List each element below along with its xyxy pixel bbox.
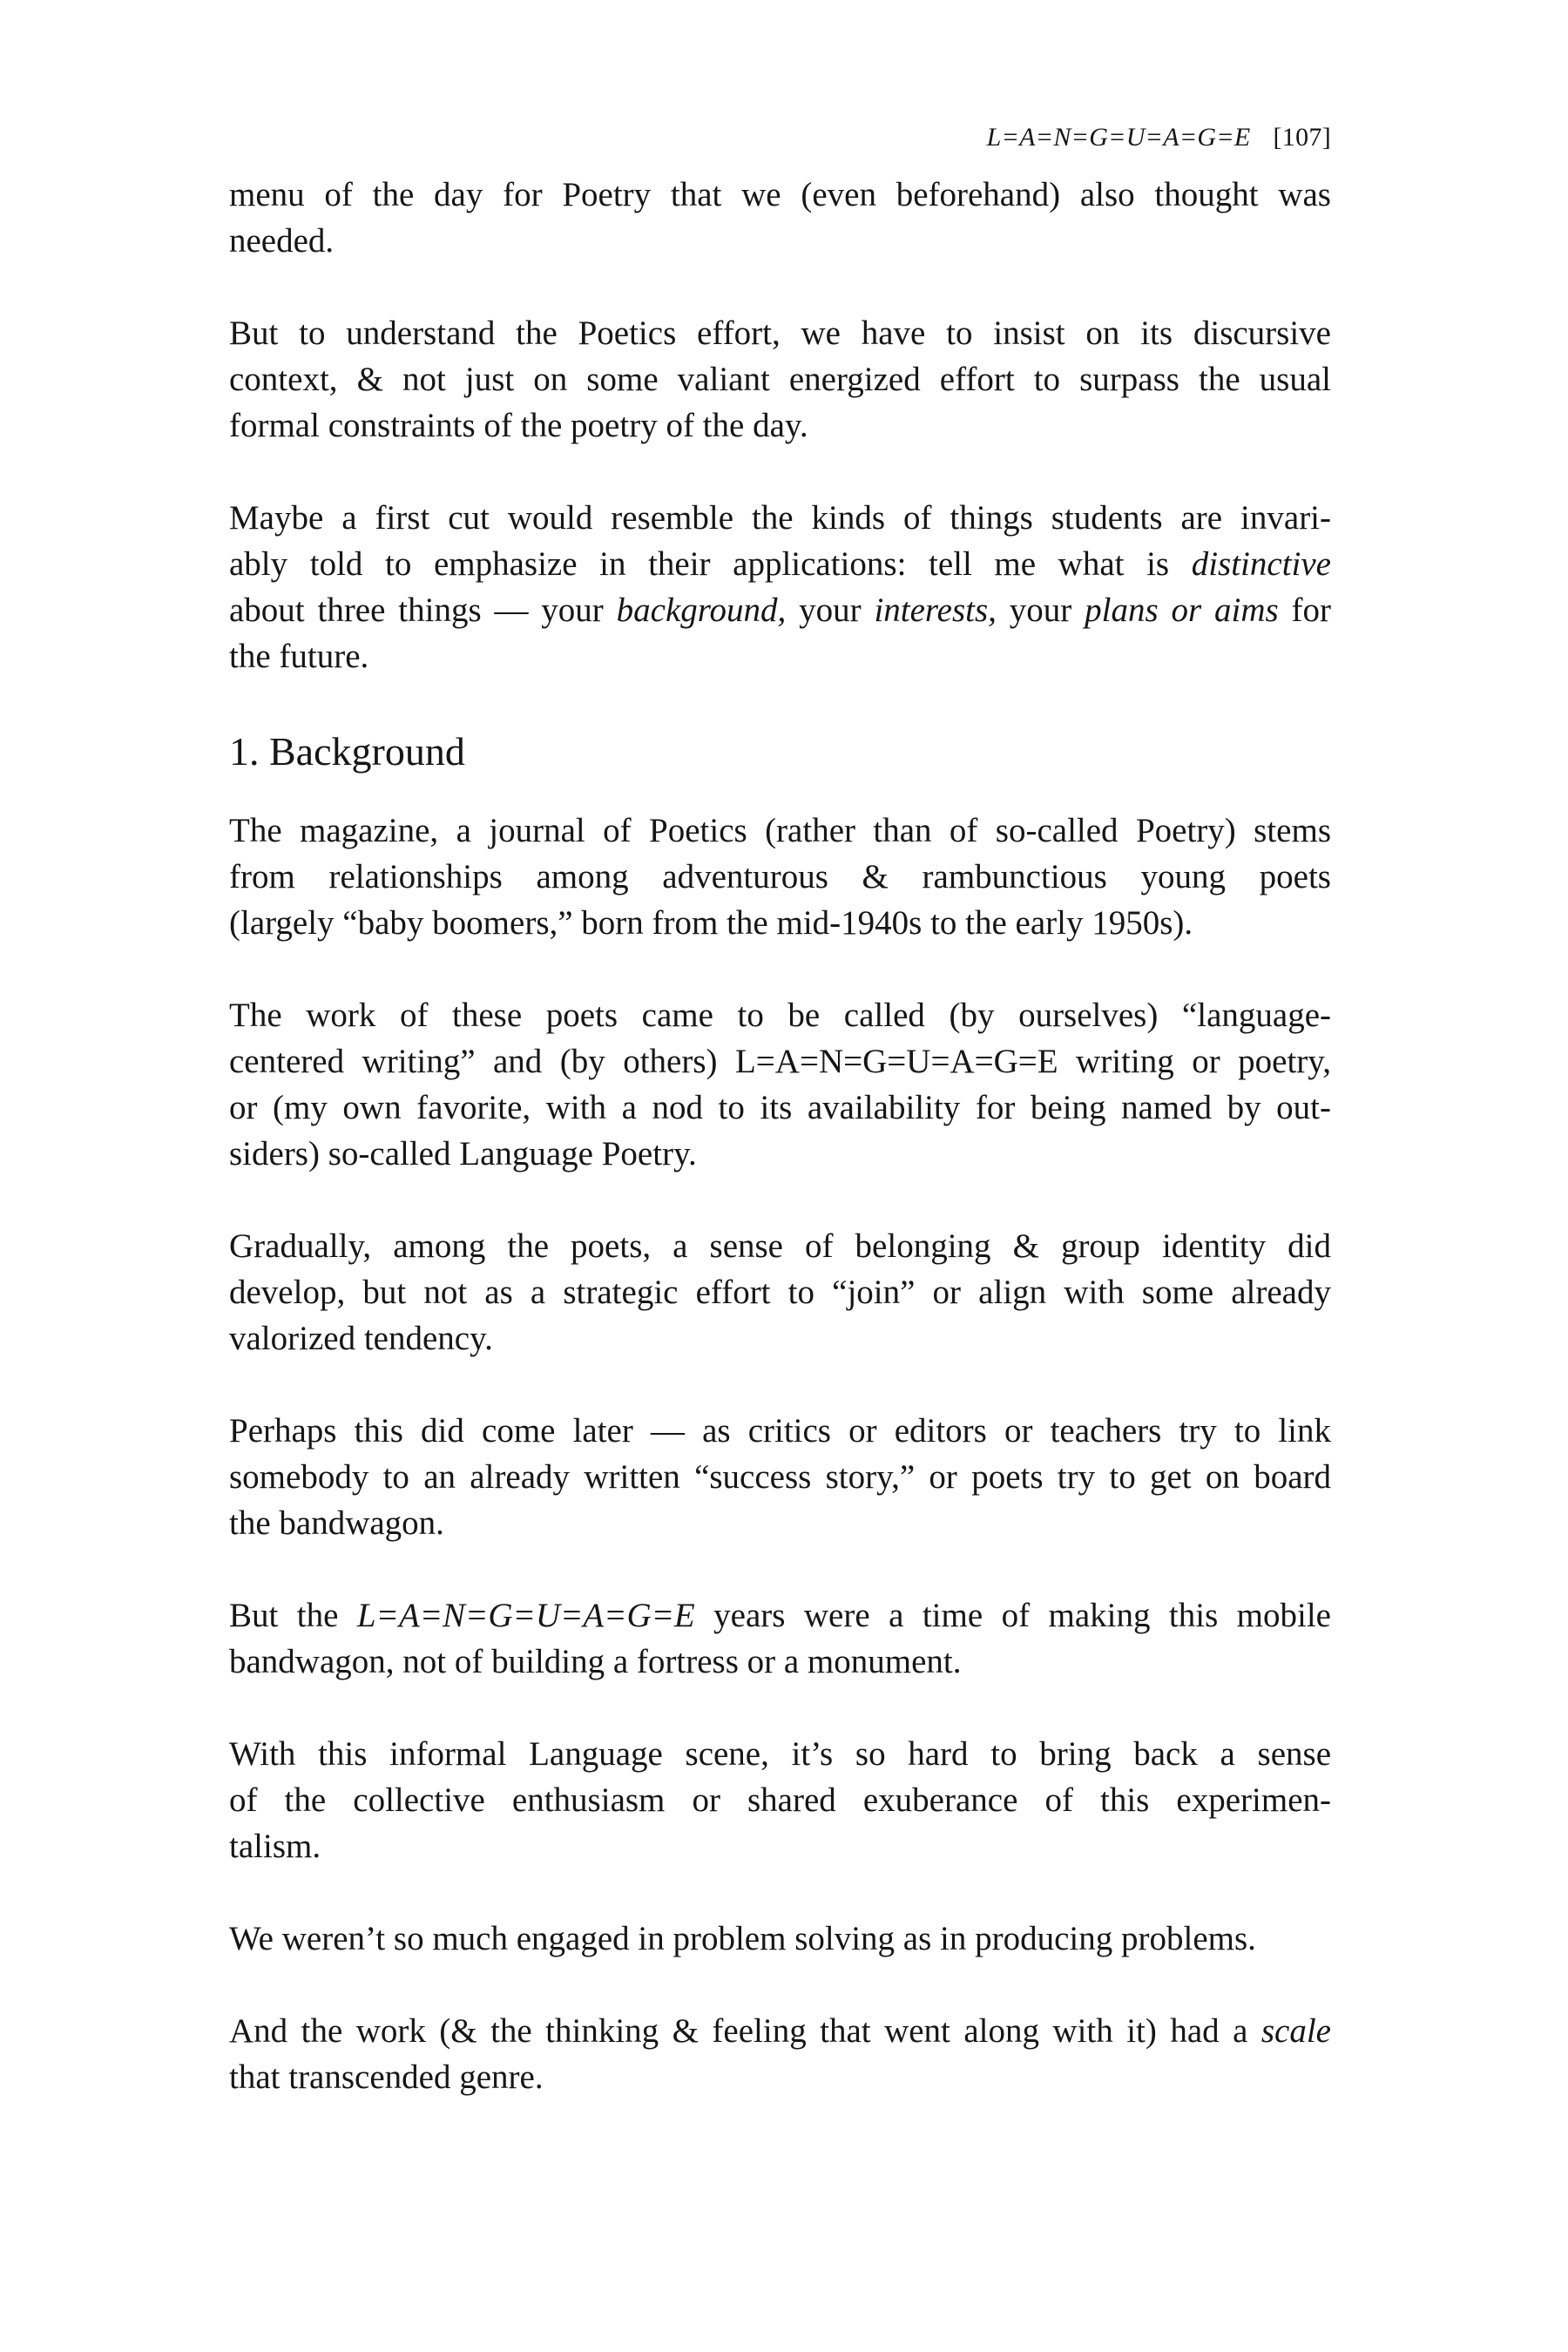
text-line bbox=[229, 633, 1331, 679]
section-heading: 1. Background bbox=[229, 729, 465, 774]
text-run: from relationships among adventurous & rambunctious young poets bbox=[229, 858, 1331, 896]
italic-text: scale bbox=[1260, 2012, 1331, 2050]
text-run: Maybe a first cut would resemble the kinds of things students are invari- bbox=[229, 499, 1331, 537]
text-line bbox=[229, 2054, 1331, 2100]
text-run: your bbox=[996, 591, 1085, 629]
text-line bbox=[229, 587, 1331, 633]
text-run: valorized tendency. bbox=[229, 1320, 493, 1357]
paragraph bbox=[229, 310, 1331, 449]
text-line bbox=[229, 992, 1331, 1038]
running-head-title: L=A=N=G=U=A=G=E bbox=[986, 123, 1251, 152]
text-line bbox=[229, 1223, 1331, 1269]
text-line bbox=[229, 1454, 1331, 1500]
text-run: develop, but not as a strategic effort to “join” or align with some already bbox=[229, 1274, 1331, 1311]
text-run: But the bbox=[229, 1597, 357, 1634]
text-run: ably told to emphasize in their applications: tell me what is bbox=[229, 545, 1192, 583]
text-run: siders) so-called Language Poetry. bbox=[229, 1135, 697, 1173]
text-line bbox=[229, 900, 1331, 946]
text-line bbox=[229, 310, 1331, 356]
paragraph bbox=[229, 992, 1331, 1177]
italic-text: distinctive bbox=[1191, 545, 1331, 583]
text-line bbox=[229, 1085, 1331, 1131]
text-line bbox=[229, 1731, 1331, 1777]
paragraph bbox=[229, 495, 1331, 679]
text-run: about three things — your bbox=[229, 591, 617, 629]
running-head bbox=[987, 120, 1331, 155]
text-line bbox=[229, 1916, 1331, 1962]
text-run: Gradually, among the poets, a sense of belonging & group identity did bbox=[229, 1227, 1331, 1265]
text-line bbox=[229, 854, 1331, 900]
text-run: We weren’t so much engaged in problem solving as in producing problems. bbox=[229, 1920, 1256, 1957]
paragraph bbox=[229, 1916, 1331, 1962]
text-run: or (my own favorite, with a nod to its availability for being named by out- bbox=[229, 1089, 1331, 1126]
text-run: the bandwagon. bbox=[229, 1504, 444, 1542]
text-line bbox=[229, 1315, 1331, 1362]
italic-text: interests, bbox=[874, 591, 997, 629]
text-run: years were a time of making this mobile bbox=[694, 1597, 1331, 1634]
text-run: The work of these poets came to be called (by ourselves) “language- bbox=[229, 997, 1331, 1034]
text-run: talism. bbox=[229, 1828, 321, 1865]
text-run: that transcended genre. bbox=[229, 2058, 544, 2096]
italic-text: L=A=N=G=U=A=G=E bbox=[356, 1597, 695, 1634]
text-run: The magazine, a journal of Poetics (rather than of so-called Poetry) stems bbox=[229, 812, 1331, 849]
text-run: the future. bbox=[229, 638, 369, 675]
italic-text: background, bbox=[616, 591, 787, 629]
text-run: needed. bbox=[229, 222, 335, 260]
paragraph bbox=[229, 2008, 1331, 2100]
text-line bbox=[229, 402, 1331, 449]
text-line bbox=[229, 1777, 1331, 1823]
body-text bbox=[229, 172, 1331, 2146]
text-run: centered writing” and (by others) L=A=N=G=U=A=G=E writing or poetry, bbox=[229, 1043, 1331, 1080]
text-line bbox=[229, 1408, 1331, 1454]
text-run: somebody to an already written “success story,” or poets try to get on board bbox=[229, 1458, 1331, 1496]
text-run: menu of the day for Poetry that we (even beforehand) also thought was bbox=[229, 176, 1331, 213]
text-line bbox=[229, 218, 1331, 264]
text-line bbox=[229, 1823, 1331, 1869]
text-run: But to understand the Poetics effort, we have to insist on its discursive bbox=[229, 314, 1331, 352]
text-run: formal constraints of the poetry of the day. bbox=[229, 407, 808, 444]
text-line bbox=[229, 808, 1331, 854]
paragraph bbox=[229, 1592, 1331, 1685]
paragraph bbox=[229, 1223, 1331, 1362]
text-line bbox=[229, 495, 1331, 541]
text-line bbox=[229, 1269, 1331, 1315]
text-run: And the work (& the thinking & feeling that went along with it) had a bbox=[229, 2012, 1261, 2050]
text-line bbox=[229, 1500, 1331, 1546]
text-line bbox=[229, 356, 1331, 402]
text-run: your bbox=[786, 591, 875, 629]
text-run: context, & not just on some valiant energized effort to surpass the usual bbox=[229, 361, 1331, 398]
paragraph bbox=[229, 1408, 1331, 1546]
text-line bbox=[229, 2008, 1331, 2054]
text-line bbox=[229, 1038, 1331, 1085]
text-run: (largely “baby boomers,” born from the mid-1940s to the early 1950s). bbox=[229, 904, 1193, 942]
paragraph bbox=[229, 172, 1331, 264]
text-line bbox=[229, 1131, 1331, 1177]
text-line bbox=[229, 1639, 1331, 1685]
text-run: With this informal Language scene, it’s so hard to bring back a sense bbox=[229, 1735, 1331, 1773]
text-run: for bbox=[1278, 591, 1331, 629]
page-number: [107] bbox=[1273, 123, 1331, 152]
text-line bbox=[229, 541, 1331, 587]
text-run: Perhaps this did come later — as critics or editors or teachers try to link bbox=[229, 1412, 1331, 1450]
text-run: of the collective enthusiasm or shared exuberance of this experimen- bbox=[229, 1781, 1331, 1819]
text-run: bandwagon, not of building a fortress or a monument. bbox=[229, 1643, 962, 1680]
text-line bbox=[229, 1592, 1331, 1639]
paragraph bbox=[229, 1731, 1331, 1869]
paragraph bbox=[229, 808, 1331, 946]
text-line bbox=[229, 172, 1331, 218]
italic-text: plans or aims bbox=[1085, 591, 1279, 629]
